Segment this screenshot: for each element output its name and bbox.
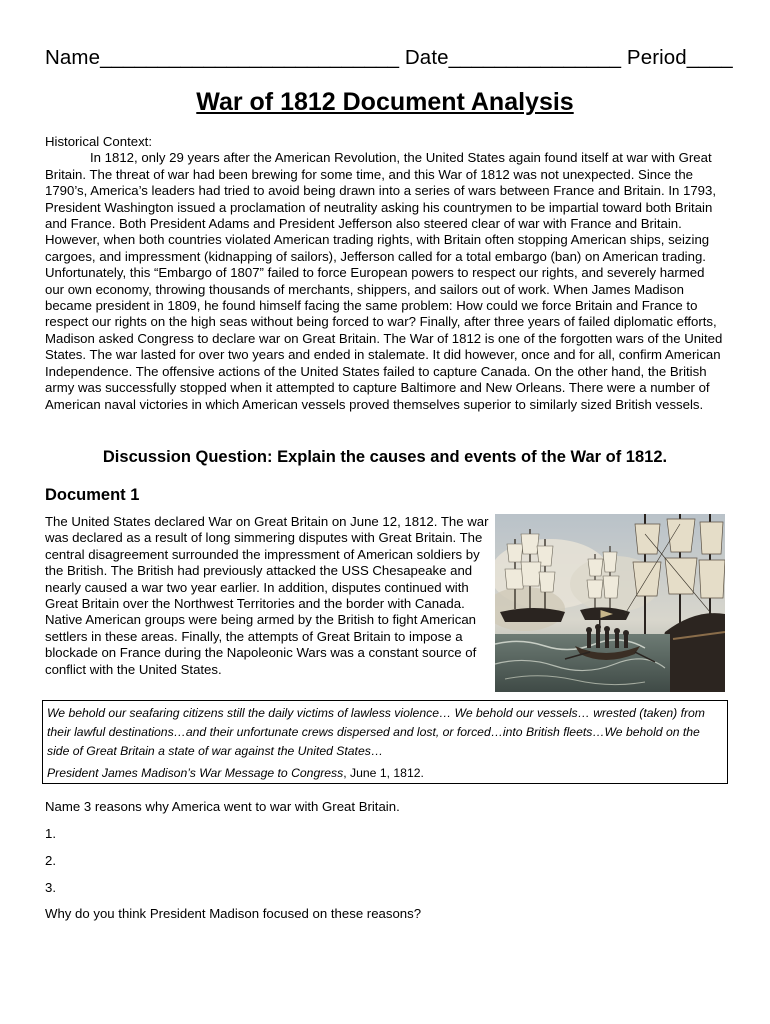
student-info-line: Name__________________________ Date_______________ Period____	[45, 46, 733, 69]
historical-context-label: Historical Context:	[45, 134, 153, 149]
answer-item-1: 1.	[45, 826, 56, 841]
quote-source-author: President James Madison’s War Message to Congress	[47, 766, 344, 780]
historical-context	[45, 134, 725, 413]
naval-battle-image	[495, 514, 725, 692]
document-1-text: The United States declared War on Great Britain on June 12, 1812. The war was declared as a result of long simmering disputes with Great Britain. The central disagreement surrounded the impressment of American soldiers by the British. The British had previously attacked the USS Chesapeake and nearly caused a war two year earlier. In addition, disputes continued with Great Britain over the Northwest Territories and the border with Canada. Native American groups were being armed by the British to fight American settlers in these areas. Finally, the attempts of Great Britain to impose a blockade on France during the Napoleonic Wars was a constant source of conflict with the United States.	[45, 514, 489, 677]
answer-item-2: 2.	[45, 853, 56, 868]
historical-context-text: In 1812, only 29 years after the American Revolution, the United States again found itself at war with Great Britain. The threat of war had been brewing for some time, and this War of 1812 was not unexpected. Since the 1790’s, America’s leaders had tried to avoid being drawn into a series of wars between France and Britain. In 1793, President Washington issued a proclamation of neutrality asking his countrymen to be impartial toward both Britain and France. Both President Adams and President Jefferson also steered clear of war with France and Britain. However, when both countries violated American trading rights, with Britain often stopping American ships, seizing cargoes, and impressment (kidnapping of sailors), Jefferson called for a total embargo (ban) on American trading. Unfortunately, this “Embargo of 1807” failed to force European powers to respect our rights, and severely harmed our own economy, throwing thousands of merchants, shippers, and sailors out of work. When James Madison became president in 1809, he found himself facing the same problem: How could we force Britain and France to respect our rights on the high seas without being forced to war? Finally, after three years of failed diplomatic efforts, Madison asked Congress to declare war on Great Britain. The War of 1812 is one of the forgotten wars of the United States. The war lasted for over two years and ended in stalemate. It did however, once and for all, confirm American Independence. The offensive actions of the United States failed to capture Canada. On the other hand, the British army was successfully stopped when it attempted to capture Baltimore and New Orleans. There were a number of American naval victories in which American vessels proved themselves superior to similarly sized British vessels.	[45, 150, 723, 412]
document-1-heading: Document 1	[45, 486, 140, 504]
discussion-question: Discussion Question: Explain the causes and events of the War of 1812.	[102, 448, 668, 466]
quote-source-date: , June 1, 1812.	[343, 766, 424, 780]
followup-question: Why do you think President Madison focused on these reasons?	[45, 906, 422, 921]
question-prompt: Name 3 reasons why America went to war with Great Britain.	[45, 799, 400, 814]
quote-source	[47, 764, 723, 783]
answer-item-3: 3.	[45, 880, 56, 895]
madison-quote-box	[42, 700, 728, 784]
madison-quote: We behold our seafaring citizens still the daily victims of lawless violence… We behold our vessels… wrested (taken) from their lawful destinations…and their unfortunate crews dispersed and lost, or forced…into British fleets…We behold on the side of Great Britain a state of war against the United States…	[47, 706, 705, 758]
page-title: War of 1812 Document Analysis	[196, 88, 574, 116]
